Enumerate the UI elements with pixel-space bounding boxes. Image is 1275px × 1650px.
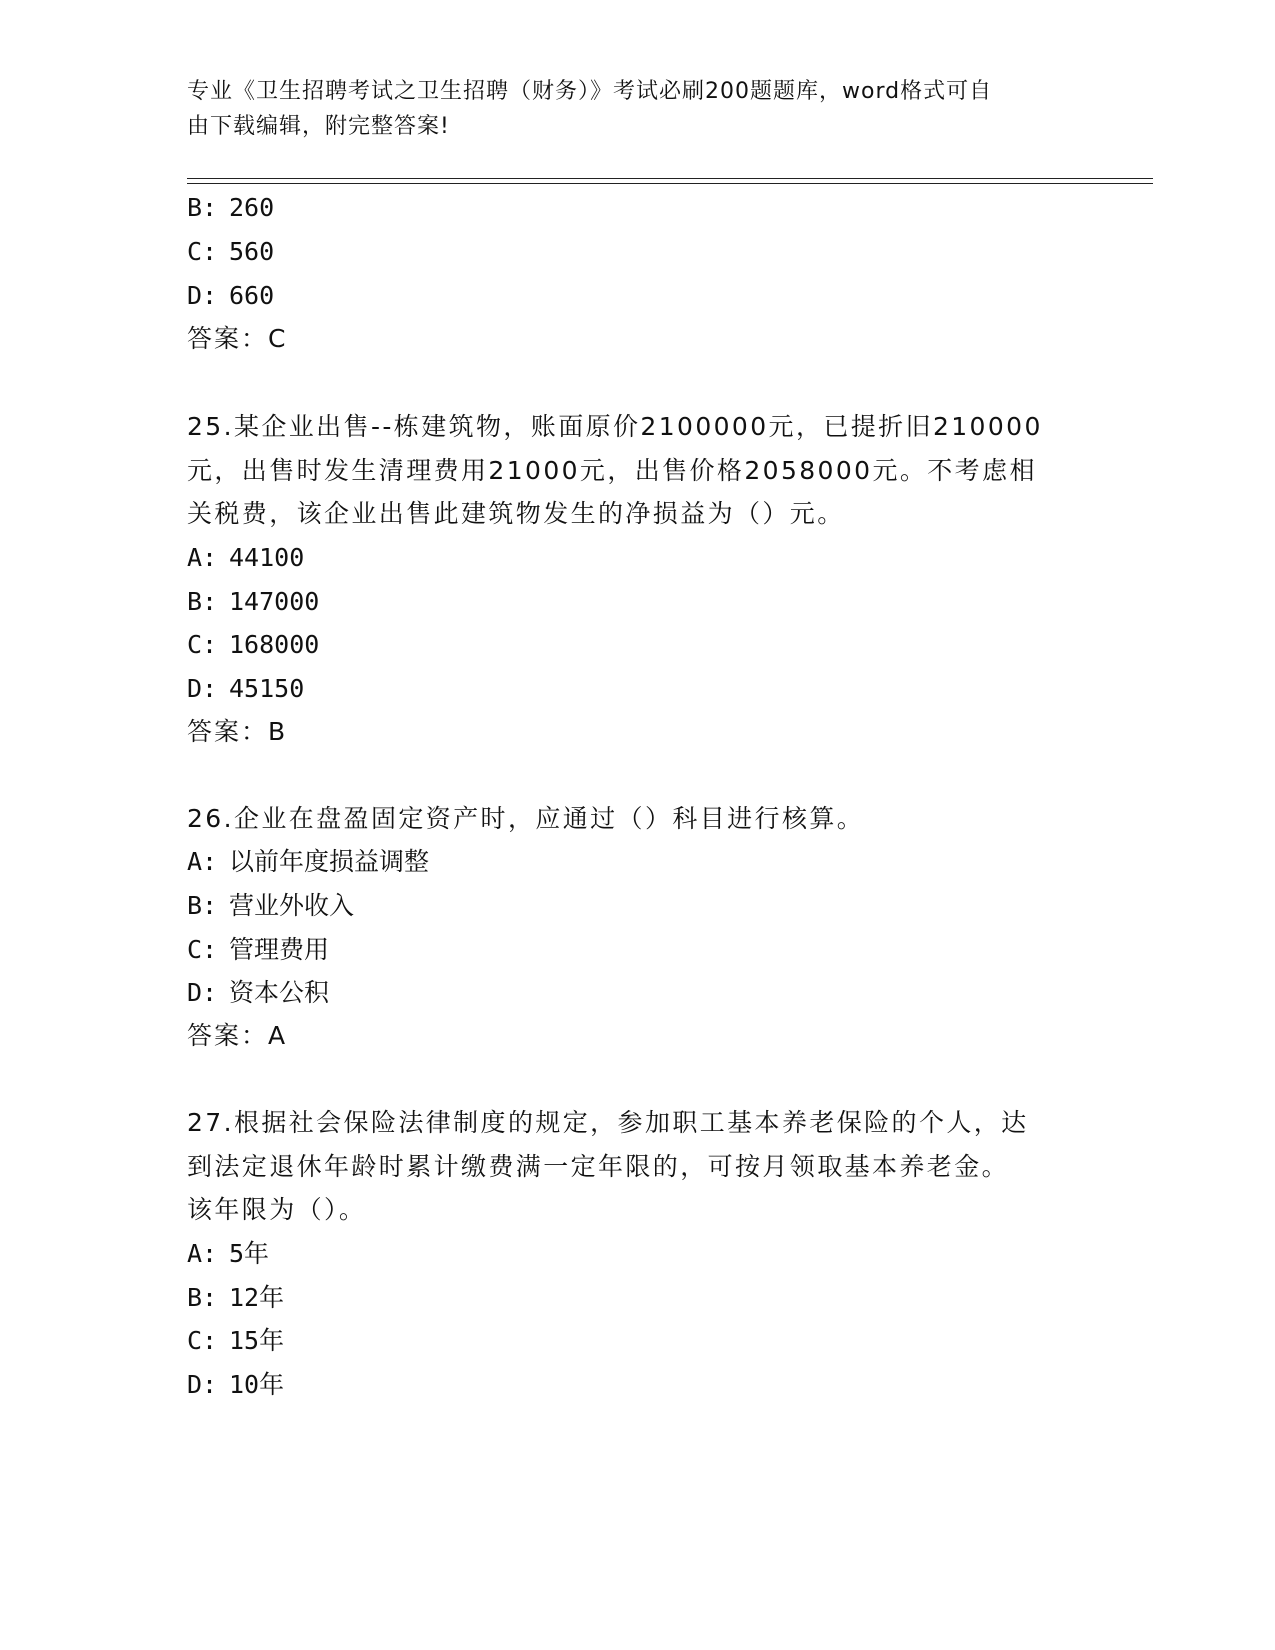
question-25-line-1: 25.某企业出售--栋建筑物，账面原价2100000元，已提折旧210000 — [187, 412, 1043, 441]
option-text: 168000 — [229, 630, 320, 659]
option-text: 营业外收入 — [229, 891, 355, 920]
question-27-line-1: 27.根据社会保险法律制度的规定，参加职工基本养老保险的个人，达 — [187, 1108, 1029, 1137]
option-text: 15年 — [229, 1326, 285, 1355]
option-text: 560 — [229, 237, 275, 266]
document-header — [187, 74, 1067, 144]
option-label: B: — [187, 1283, 218, 1312]
option-label: B: — [187, 891, 218, 920]
question-27-line-3: 该年限为（）。 — [187, 1195, 367, 1224]
option-a — [187, 847, 429, 877]
header-divider-top — [187, 178, 1153, 179]
option-c — [187, 1326, 284, 1356]
option-a — [187, 543, 304, 573]
option-c — [187, 935, 329, 965]
option-d — [187, 281, 274, 311]
option-b — [187, 1283, 284, 1313]
question-25-line-3: 关税费，该企业出售此建筑物发生的净损益为（）元。 — [187, 499, 845, 528]
option-label: D: — [187, 674, 218, 703]
option-text: 资本公积 — [229, 978, 330, 1007]
option-d — [187, 978, 329, 1008]
option-label: D: — [187, 978, 218, 1007]
header-divider-bottom — [187, 183, 1153, 184]
option-text: 44100 — [229, 543, 305, 572]
option-text: 以前年度损益调整 — [229, 847, 430, 876]
option-d — [187, 674, 304, 704]
option-label: D: — [187, 281, 218, 310]
option-text: 12年 — [229, 1283, 285, 1312]
option-d — [187, 1370, 284, 1400]
question-26-line-1: 26.企业在盘盈固定资产时，应通过（）科目进行核算。 — [187, 804, 865, 833]
option-label: B: — [187, 193, 218, 222]
option-label: A: — [187, 1239, 218, 1268]
option-label: D: — [187, 1370, 218, 1399]
option-text: 10年 — [229, 1370, 285, 1399]
option-label: B: — [187, 587, 218, 616]
option-label: C: — [187, 237, 218, 266]
option-label: C: — [187, 1326, 218, 1355]
option-label: A: — [187, 847, 218, 876]
option-text: 147000 — [229, 587, 320, 616]
option-label: C: — [187, 935, 218, 964]
header-line-1: 专业《卫生招聘考试之卫生招聘（财务）》考试必刷200题题库，word格式可自 — [187, 79, 993, 104]
option-a — [187, 1239, 269, 1269]
option-text: 45150 — [229, 674, 305, 703]
option-c — [187, 630, 319, 660]
option-text: 5年 — [229, 1239, 270, 1268]
option-c — [187, 237, 274, 267]
option-label: C: — [187, 630, 218, 659]
option-b — [187, 587, 319, 617]
header-line-2: 由下载编辑，附完整答案! — [187, 114, 450, 139]
option-text: 660 — [229, 281, 275, 310]
answer-line: 答案：B — [187, 717, 288, 746]
answer-line: 答案：C — [187, 324, 288, 353]
option-text: 260 — [229, 193, 275, 222]
question-25-line-2: 元，出售时发生清理费用21000元，出售价格2058000元。不考虑相 — [187, 456, 1037, 485]
option-label: A: — [187, 543, 218, 572]
option-text: 管理费用 — [229, 935, 330, 964]
option-b — [187, 891, 354, 921]
answer-line: 答案：A — [187, 1021, 288, 1050]
option-b — [187, 193, 274, 223]
question-27-line-2: 到法定退休年龄时累计缴费满一定年限的，可按月领取基本养老金。 — [187, 1152, 1010, 1181]
